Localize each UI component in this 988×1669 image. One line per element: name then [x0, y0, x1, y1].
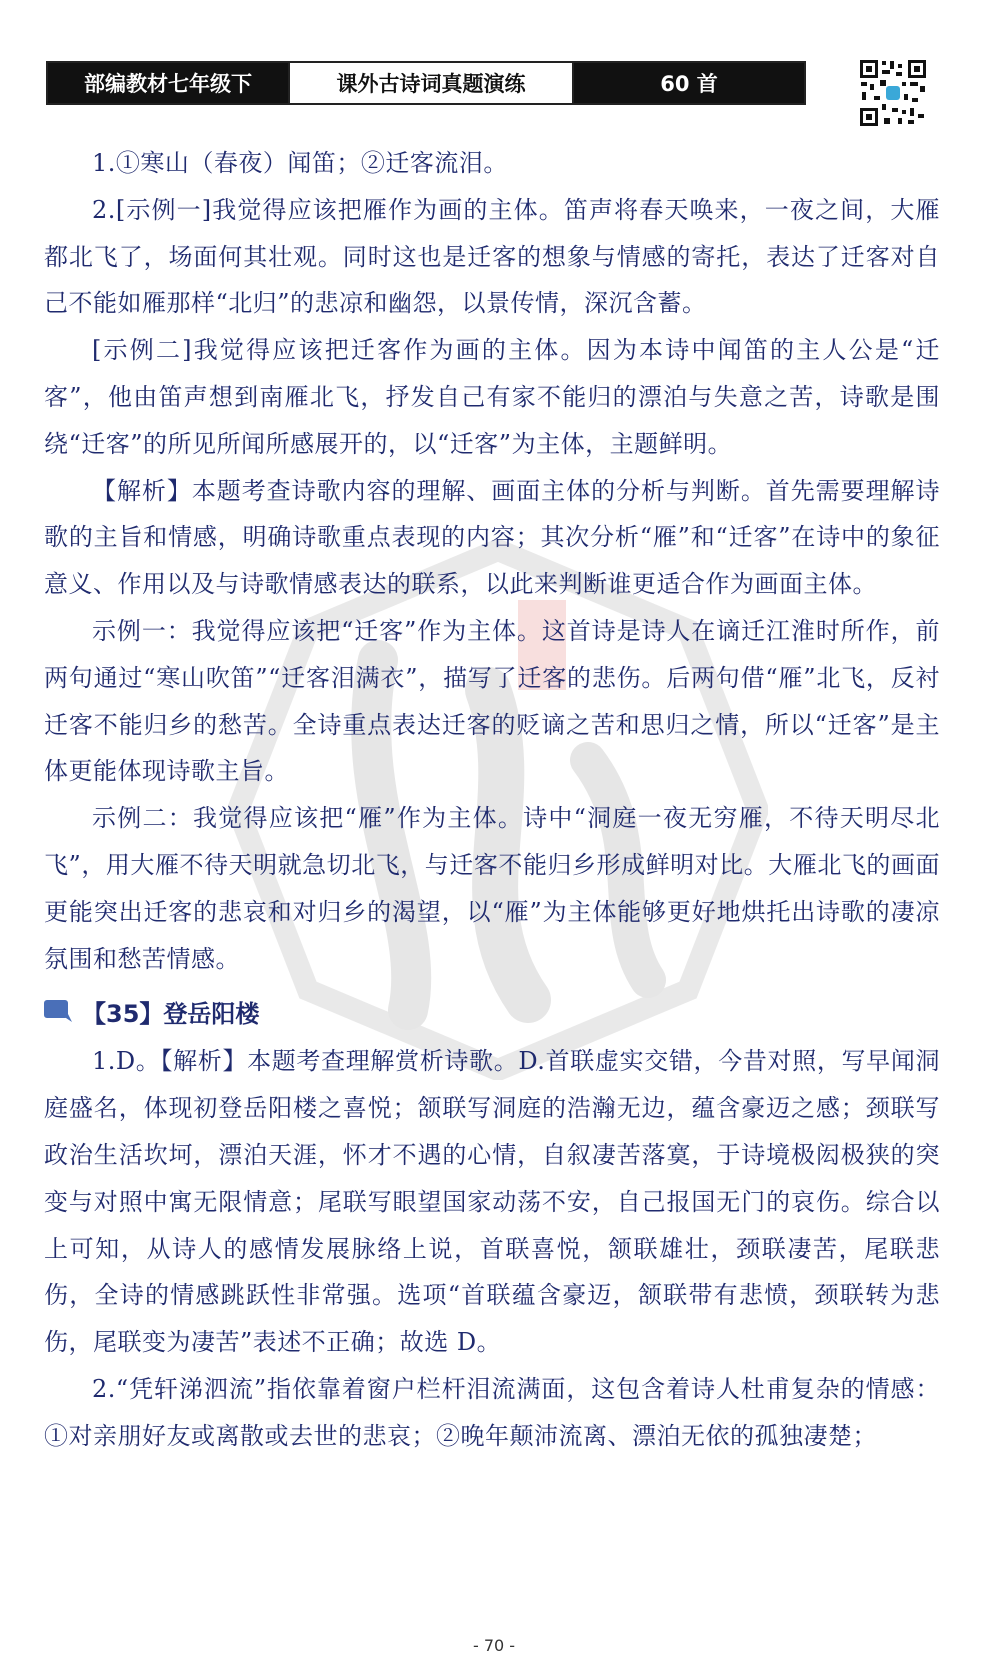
page-number: - 70 -: [472, 1636, 516, 1655]
qr-code: [858, 58, 928, 128]
answer-paragraph: 1.①寒山（春夜）闻笛；②迁客流泪。: [92, 149, 508, 177]
answer-paragraph: 2.“凭轩涕泗流”指依靠着窗户栏杆泪流满面，这包含着诗人杜甫复杂的情感：①对亲朋好友或离散或去世的悲哀；②晚年颠沛流离、漂泊无依的孤独凄楚；: [44, 1374, 940, 1450]
section-title: 【35】登岳阳楼: [82, 999, 260, 1028]
example-paragraph: 示例一：我觉得应该把“迁客”作为主体。这首诗是诗人在谪迁江淮时所作，前两句通过“寒山吹笛”“迁客泪满衣”，描写了迁客的悲伤。后两句借“雁”北飞，反衬迁客不能归乡的愁苦。全诗重点表达迁客的贬谪之苦和思归之情，所以“迁客”是主体更能体现诗歌主旨。: [44, 616, 940, 786]
answer-paragraph: [示例二]我觉得应该把迁客作为画的主体。因为本诗中闻笛的主人公是“迁客”，他由笛声想到南雁北飞，抒发自己有家不能归的漂泊与失意之苦，诗歌是围绕“迁客”的所见所闻所感展开的，以“迁客”为主体，主题鲜明。: [44, 336, 940, 458]
page-content: [44, 140, 940, 1460]
answer-paragraph: 1.D。【解析】本题考查理解赏析诗歌。D.首联虚实交错，今昔对照，写早闻洞庭盛名，体现初登岳阳楼之喜悦；颔联写洞庭的浩瀚无边，蕴含豪迈之感；颈联写政治生活坎坷，漂泊天涯，怀才不遇的心情，自叙凄苦落寞，于诗境极闳极狭的突变与对照中寓无限情意；尾联写眼望国家动荡不安，自己报国无门的哀伤。综合以上可知，从诗人的感情发展脉络上说，首联喜悦，颔联雄壮，颈联凄苦，尾联悲伤，全诗的情感跳跃性非常强。选项“首联蕴含豪迈，颔联带有悲愤，颈联转为悲伤，尾联变为凄苦”表述不正确；故选 D。: [44, 1047, 940, 1357]
header-bar: [46, 61, 806, 105]
header-title: 课外古诗词真题演练: [288, 63, 574, 103]
header-count: 60 首: [574, 63, 804, 103]
analysis-paragraph: 【解析】本题考查诗歌内容的理解、画面主体的分析与判断。首先需要理解诗歌的主旨和情感，明确诗歌重点表现的内容；其次分析“雁”和“迁客”在诗中的象征意义、作用以及与诗歌情感表达的联系，以此来判断谁更适合作为画面主体。: [44, 476, 940, 599]
example-paragraph: 示例二：我觉得应该把“雁”作为主体。诗中“洞庭一夜无穷雁，不待天明尽北飞”，用大雁不待天明就急切北飞，与迁客不能归乡形成鲜明对比。大雁北飞的画面更能突出迁客的悲哀和对归乡的渴望，以“雁”为主体能够更好地烘托出诗歌的凄凉氛围和愁苦情感。: [44, 804, 940, 973]
bookmark-icon: [44, 998, 74, 1024]
section-heading: [44, 986, 940, 1036]
header-grade: 部编教材七年级下: [48, 63, 288, 103]
answer-paragraph: 2.[示例一]我觉得应该把雁作为画的主体。笛声将春天唤来，一夜之间，大雁都北飞了，场面何其壮观。同时这也是迁客的想象与情感的寄托，表达了迁客对自己不能如雁那样“北归”的悲凉和幽怨，以景传情，深沉含蓄。: [44, 195, 940, 318]
